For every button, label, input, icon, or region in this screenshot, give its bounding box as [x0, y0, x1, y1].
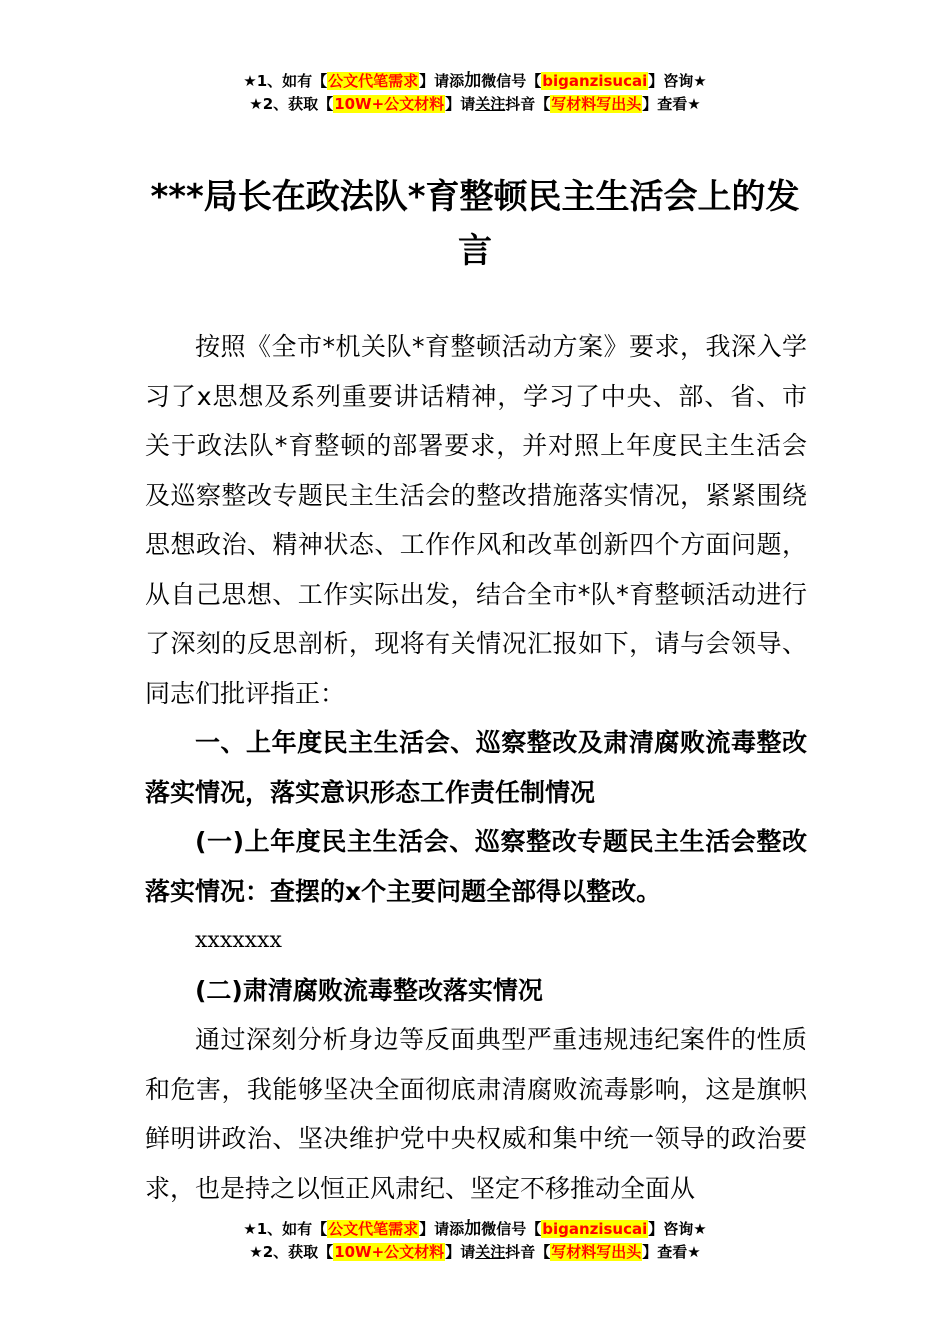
highlight-materials: 10W+公文材料: [334, 1243, 445, 1261]
promo-text: 】查看★: [642, 95, 701, 113]
highlight-materials: 10W+公文材料: [334, 95, 445, 113]
promo-text: ★1、如有【: [243, 1220, 328, 1238]
promo-text: ★2、获取【: [249, 95, 334, 113]
promo-text: 微信号【: [481, 1220, 542, 1238]
promo-text: 】咨询★: [648, 1220, 707, 1238]
promo-line-1: [0, 1218, 950, 1241]
document-body: [145, 322, 807, 1213]
promo-line-1: [0, 70, 950, 93]
highlight-service: 公文代笔需求: [328, 1220, 419, 1238]
highlight-wechat-id: biganzisucai: [542, 72, 648, 90]
promo-text: 关注: [475, 1243, 506, 1261]
body-paragraph: 通过深刻分析身边等反面典型严重违规违纪案件的性质和危害，我能够坚决全面彻底肃清腐败流毒影响，这是旗帜鲜明讲政治、坚决维护党中央权威和集中统一领导的政治要求，也是持之以恒正风肃纪、坚定不移推动全面从: [145, 1025, 807, 1203]
highlight-wechat-id: biganzisucai: [542, 1220, 648, 1238]
promo-text: 加: [464, 71, 482, 91]
section-heading-1: 一、上年度民主生活会、巡察整改及肃清腐败流毒整改落实情况，落实意识形态工作责任制情况: [145, 728, 807, 807]
highlight-douyin-id: 写材料写出头: [551, 95, 642, 113]
promo-text: 】咨询★: [648, 72, 707, 90]
highlight-service: 公文代笔需求: [328, 72, 419, 90]
promo-line-2: [0, 1241, 950, 1264]
promo-line-2: [0, 93, 950, 116]
promo-text: 】查看★: [642, 1243, 701, 1261]
promo-text: 】请: [445, 95, 476, 113]
bottom-promo-banner: [0, 1218, 950, 1264]
promo-text: 抖音【: [505, 95, 551, 113]
top-promo-banner: [0, 70, 950, 116]
promo-text: 】请: [445, 1243, 476, 1261]
intro-paragraph: 按照《全市*机关队*育整顿活动方案》要求，我深入学习了x思想及系列重要讲话精神，学习了中央、部、省、市关于政法队*育整顿的部署要求，并对照上年度民主生活会及巡察整改专题民主生活会的整改措施落实情况，紧紧围绕思想政治、精神状态、工作作风和改革创新四个方面问题，从自己思想、工作实际出发，结合全市*队*育整顿活动进行了深刻的反思剖析，现将有关情况汇报如下，请与会领导、同志们批评指正：: [145, 332, 807, 708]
promo-text: 关注: [475, 95, 506, 113]
promo-text: ★2、获取【: [249, 1243, 334, 1261]
document-title: ***局长在政法队*育整顿民主生活会上的发言: [150, 177, 800, 271]
promo-text: 微信号【: [481, 72, 542, 90]
subsection-heading-1: (一)上年度民主生活会、巡察整改专题民主生活会整改落实情况：查摆的x个主要问题全部得以整改。: [145, 827, 807, 906]
promo-text: 抖音【: [505, 1243, 551, 1261]
promo-text: 】请添: [419, 72, 465, 90]
highlight-douyin-id: 写材料写出头: [551, 1243, 642, 1261]
promo-text: 】请添: [419, 1220, 465, 1238]
subsection-heading-2: (二)肃清腐败流毒整改落实情况: [195, 975, 543, 1005]
placeholder-text: xxxxxxx: [195, 928, 282, 953]
promo-text: ★1、如有【: [243, 72, 328, 90]
promo-text: 加: [464, 1219, 482, 1239]
